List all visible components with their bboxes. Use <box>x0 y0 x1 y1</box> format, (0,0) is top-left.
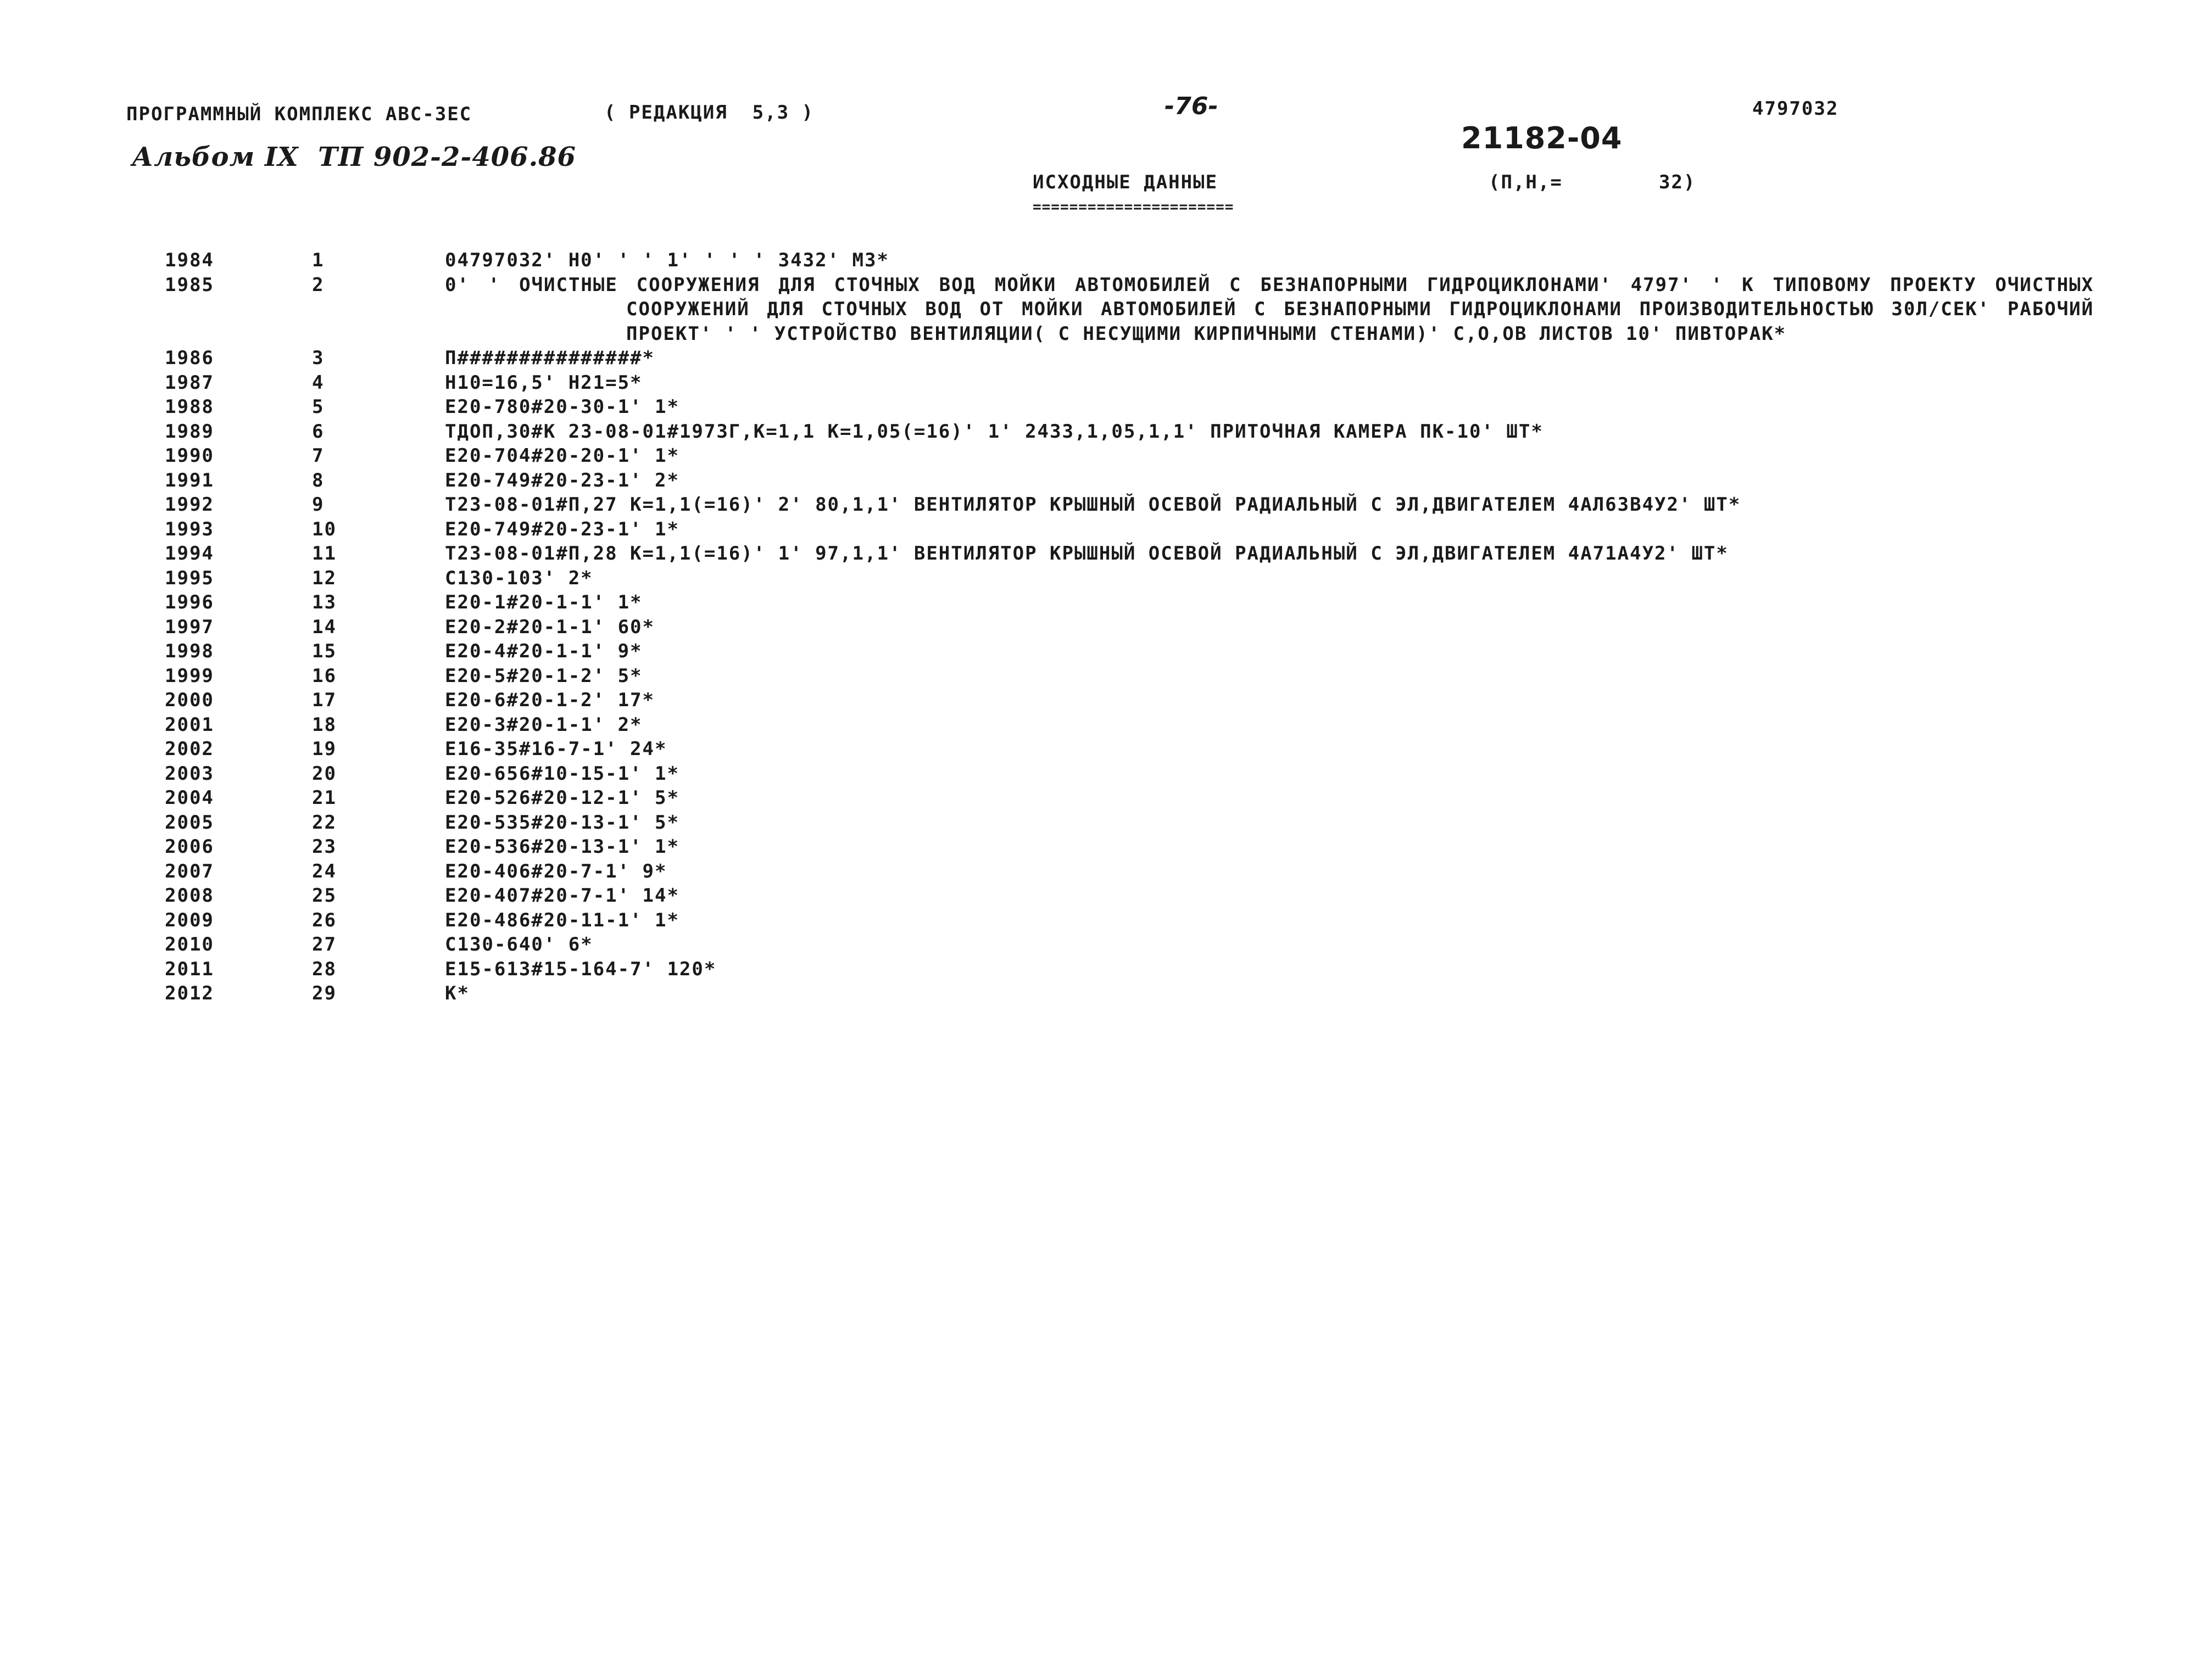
sequence-number: 29 <box>312 982 337 1004</box>
listing-row <box>0 737 2212 762</box>
title-underline: ====================== <box>1033 199 1234 215</box>
row-content: Е20-749#20-23-1' 2* <box>445 469 679 491</box>
document-code: 4797032 <box>1752 98 1839 120</box>
edition-label: ( РЕДАКЦИЯ 5,3 ) <box>604 102 814 124</box>
listing-row <box>0 420 2212 444</box>
line-number: 1997 <box>165 616 214 638</box>
sequence-number: 14 <box>312 616 337 638</box>
listing-row <box>0 493 2212 517</box>
listing-row <box>0 566 2212 591</box>
row-content: Е20-780#20-30-1' 1* <box>445 396 679 418</box>
row-content: Е20-406#20-7-1' 9* <box>445 860 667 882</box>
sequence-number: 11 <box>312 543 337 565</box>
row-content: Е20-3#20-1-1' 2* <box>445 713 643 736</box>
listing-row <box>0 786 2212 811</box>
line-number: 1994 <box>165 543 214 565</box>
listing-row <box>0 615 2212 640</box>
line-number: 1995 <box>165 567 214 589</box>
listing-row <box>0 664 2212 689</box>
line-number: 2003 <box>165 762 214 785</box>
row-content: Е16-35#16-7-1' 24* <box>445 738 667 760</box>
sequence-number: 22 <box>312 811 337 834</box>
listing-row <box>0 639 2212 664</box>
line-number: 2008 <box>165 885 214 907</box>
line-number: 2010 <box>165 934 214 955</box>
listing-row <box>0 884 2212 908</box>
listing-row <box>0 713 2212 737</box>
sequence-number: 6 <box>312 420 325 443</box>
data-listing <box>0 248 2212 1006</box>
pn-label: (П,Н,= <box>1489 171 1563 193</box>
sequence-number: 28 <box>312 958 337 980</box>
listing-row <box>0 957 2212 982</box>
sequence-number: 4 <box>312 371 325 394</box>
row-content: Е20-656#10-15-1' 1* <box>445 762 679 785</box>
sequence-number: 9 <box>312 494 325 516</box>
row-content: К* <box>445 982 470 1004</box>
sequence-number: 23 <box>312 836 337 858</box>
row-content: П###############* <box>445 347 655 369</box>
line-number: 1991 <box>165 469 214 491</box>
line-number: 1986 <box>165 347 214 369</box>
listing-row <box>0 541 2212 566</box>
line-number: 1992 <box>165 494 214 516</box>
row-content: Е20-526#20-12-1' 5* <box>445 787 679 809</box>
sequence-number: 24 <box>312 860 337 882</box>
row-content: 0' ' ОЧИСТНЫЕ СООРУЖЕНИЯ ДЛЯ СТОЧНЫХ ВОД МОЙКИ АВТОМОБИЛЕЙ С БЕЗНАПОРНЫМИ ГИДРОЦИКЛОНАМИ' 4797' ' К ТИПОВОМУ ПРОЕКТУ ОЧИСТНЫХ СООРУЖЕНИЙ ДЛЯ СТОЧНЫХ ВОД ОТ МОЙКИ АВТОМОБИЛЕЙ С БЕЗНАПОРНЫМИ ГИДРОЦИКЛОНАМИ ПРОИЗВОДИТЕЛЬНОСТЬЮ 30Л/СЕК' РАБОЧИЙ ПРОЕКТ' ' ' УСТРОЙСТВО ВЕНТИЛЯЦИИ( С НЕСУЩИМИ КИРПИЧНЫМИ СТЕНАМИ)' С,О,ОВ ЛИСТОВ 10' ПИВТОРАК* <box>445 273 2094 345</box>
listing-row <box>0 273 2212 347</box>
row-content: С130-103' 2* <box>445 567 593 589</box>
sequence-number: 5 <box>312 396 325 418</box>
section-title: ИСХОДНЫЕ ДАННЫЕ <box>1033 171 1218 193</box>
listing-row <box>0 835 2212 859</box>
line-number: 1998 <box>165 640 214 662</box>
line-number: 2005 <box>165 811 214 834</box>
row-content: Т23-08-01#П,27 К=1,1(=16)' 2' 80,1,1' ВЕНТИЛЯТОР КРЫШНЫЙ ОСЕВОЙ РАДИАЛЬНЫЙ С ЭЛ,ДВИГАТЕЛЕМ 4АЛ63В4У2' ШТ* <box>445 494 1741 516</box>
row-content: Е20-1#20-1-1' 1* <box>445 591 643 613</box>
listing-row <box>0 932 2212 957</box>
row-content: Т23-08-01#П,28 К=1,1(=16)' 1' 97,1,1' ВЕНТИЛЯТОР КРЫШНЫЙ ОСЕВОЙ РАДИАЛЬНЫЙ С ЭЛ,ДВИГАТЕЛЕМ 4А71А4У2' ШТ* <box>445 543 1729 565</box>
page-number: -76- <box>1164 92 1218 120</box>
listing-row <box>0 811 2212 835</box>
line-number: 1987 <box>165 371 214 394</box>
line-number: 2001 <box>165 713 214 736</box>
program-name: ПРОГРАММНЫЙ КОМПЛЕКС АВС-3ЕС <box>126 103 472 125</box>
line-number: 1996 <box>165 591 214 613</box>
sequence-number: 8 <box>312 469 325 491</box>
listing-row <box>0 859 2212 884</box>
line-number: 1988 <box>165 396 214 418</box>
line-number: 2004 <box>165 787 214 809</box>
line-number: 2007 <box>165 860 214 882</box>
handwritten-number: 21182-04 <box>1461 121 1623 155</box>
row-content: Е20-704#20-20-1' 1* <box>445 445 679 467</box>
sequence-number: 18 <box>312 713 337 736</box>
listing-row <box>0 248 2212 273</box>
line-number: 1989 <box>165 420 214 443</box>
row-content: 04797032' Н0' ' ' 1' ' ' ' 3432' М3* <box>445 249 889 271</box>
pn-value: 32) <box>1659 171 1696 193</box>
listing-row <box>0 444 2212 468</box>
handwritten-album-note: Альбом IX ТП 902-2-406.86 <box>132 142 576 172</box>
row-content: Е20-486#20-11-1' 1* <box>445 909 679 931</box>
row-content: Е20-407#20-7-1' 14* <box>445 885 679 907</box>
line-number: 1993 <box>165 518 214 540</box>
sequence-number: 19 <box>312 738 337 760</box>
sequence-number: 13 <box>312 591 337 613</box>
listing-row <box>0 981 2212 1006</box>
row-content: ТДОП,30#К 23-08-01#1973Г,К=1,1 К=1,05(=16)' 1' 2433,1,05,1,1' ПРИТОЧНАЯ КАМЕРА ПК-10' ШТ* <box>445 420 1544 443</box>
listing-row <box>0 395 2212 420</box>
sequence-number: 21 <box>312 787 337 809</box>
row-content: Е20-535#20-13-1' 5* <box>445 811 679 834</box>
listing-row <box>0 688 2212 713</box>
sequence-number: 16 <box>312 664 337 687</box>
sequence-number: 15 <box>312 640 337 662</box>
sequence-number: 20 <box>312 762 337 785</box>
sequence-number: 12 <box>312 567 337 589</box>
listing-row <box>0 517 2212 542</box>
line-number: 1999 <box>165 664 214 687</box>
line-number: 2011 <box>165 958 214 980</box>
line-number: 2002 <box>165 738 214 760</box>
line-number: 2000 <box>165 689 214 711</box>
listing-row <box>0 468 2212 493</box>
row-content: Е20-5#20-1-2' 5* <box>445 664 643 687</box>
row-content: С130-640' 6* <box>445 934 593 955</box>
listing-row <box>0 371 2212 395</box>
line-number: 2012 <box>165 982 214 1004</box>
sequence-number: 7 <box>312 445 325 467</box>
row-content: Н10=16,5' Н21=5* <box>445 371 643 394</box>
line-number: 1990 <box>165 445 214 467</box>
listing-row <box>0 590 2212 615</box>
sequence-number: 2 <box>312 273 325 296</box>
line-number: 2009 <box>165 909 214 931</box>
row-content: Е20-2#20-1-1' 60* <box>445 616 655 638</box>
sequence-number: 3 <box>312 347 325 369</box>
listing-row <box>0 762 2212 786</box>
row-content: Е20-536#20-13-1' 1* <box>445 836 679 858</box>
listing-row <box>0 346 2212 371</box>
listing-row <box>0 908 2212 933</box>
row-content: Е20-749#20-23-1' 1* <box>445 518 679 540</box>
sequence-number: 17 <box>312 689 337 711</box>
sequence-number: 10 <box>312 518 337 540</box>
sequence-number: 1 <box>312 249 325 271</box>
sequence-number: 25 <box>312 885 337 907</box>
row-content: Е20-4#20-1-1' 9* <box>445 640 643 662</box>
line-number: 1985 <box>165 273 214 296</box>
sequence-number: 26 <box>312 909 337 931</box>
sequence-number: 27 <box>312 934 337 955</box>
row-content: Е15-613#15-164-7' 120* <box>445 958 717 980</box>
row-content: Е20-6#20-1-2' 17* <box>445 689 655 711</box>
line-number: 2006 <box>165 836 214 858</box>
line-number: 1984 <box>165 249 214 271</box>
